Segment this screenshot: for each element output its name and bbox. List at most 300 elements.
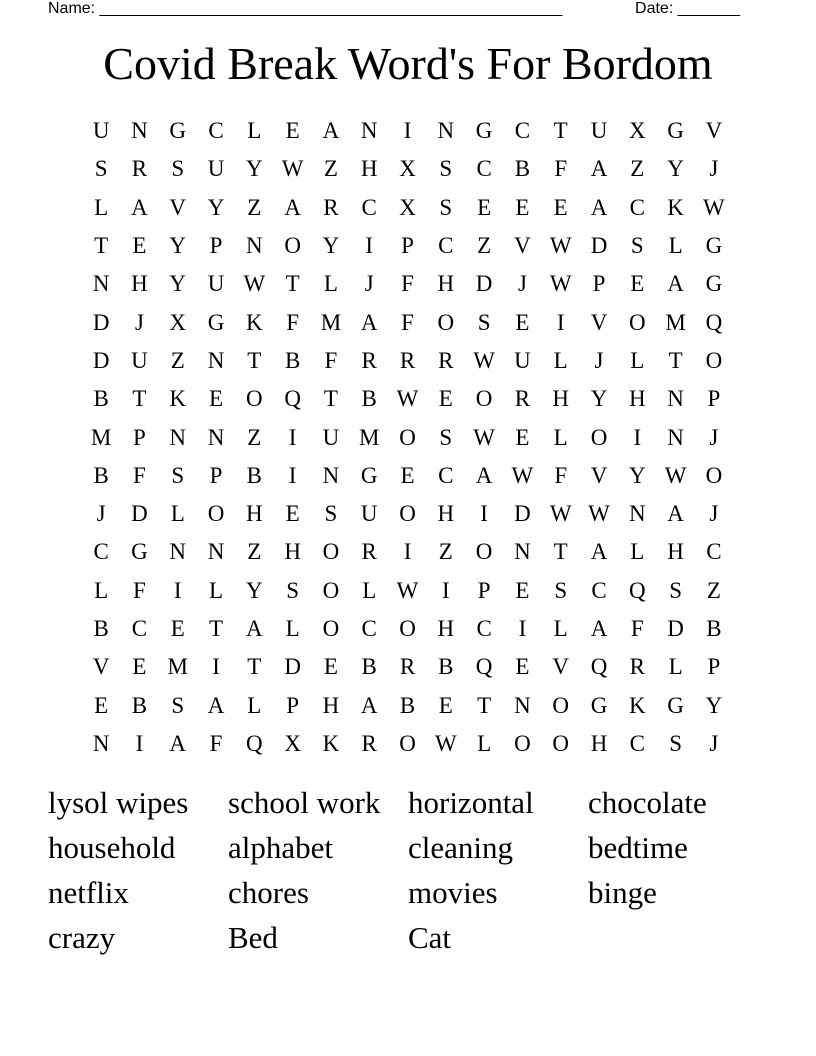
grid-letter: T [323,386,338,412]
grid-letter: O [399,730,416,756]
grid-letter: W [243,271,266,297]
grid-letter: I [480,501,488,527]
grid-letter: N [360,118,378,144]
grid-letter: W [549,501,572,527]
grid-letter: M [90,424,112,450]
grid-letter: W [281,156,304,182]
grid-letter: A [360,309,378,335]
letter-grid [82,112,733,763]
grid-letter: Y [667,156,684,182]
grid-letter: L [630,539,645,565]
grid-letter: B [399,692,416,718]
grid-letter: L [94,194,109,220]
grid-letter: T [247,347,262,373]
grid-letter: B [93,616,109,641]
grid-letter: U [207,156,225,182]
grid-letter: I [633,424,642,450]
word-bank-item: movies [408,875,498,910]
grid-letter: O [475,386,493,412]
grid-letter: H [360,156,378,182]
grid-letter: C [514,118,531,144]
grid-letter: A [131,194,148,220]
grid-letter: I [288,462,297,488]
grid-letter: R [361,730,377,756]
grid-letter: O [552,730,570,756]
grid-letter: O [207,501,225,527]
grid-letter: M [359,424,380,450]
grid-letter: E [515,309,530,335]
grid-letter: L [247,692,262,718]
grid-letter: T [668,347,683,373]
grid-letter: S [439,194,453,220]
grid-letter: J [134,309,144,335]
grid-letter: A [590,539,608,565]
grid-letter: V [552,654,570,680]
grid-letter: Y [169,271,187,297]
grid-letter: U [360,501,378,527]
grid-letter: Q [475,654,493,680]
grid-letter: H [667,539,684,565]
grid-letter: W [434,730,457,756]
grid-letter: S [439,424,453,450]
grid-letter: F [209,730,223,756]
grid-letter: S [439,156,453,182]
grid-letter: E [515,654,530,680]
grid-letter: Q [284,386,301,412]
grid-letter: S [554,577,568,603]
grid-letter: B [93,462,109,488]
grid-letter: A [169,730,187,756]
grid-letter: N [514,692,531,718]
grid-letter: W [664,462,687,488]
grid-letter: H [590,730,608,756]
grid-letter: H [437,616,455,641]
grid-letter: Z [247,424,262,450]
grid-letter: J [709,156,719,182]
grid-letter: N [169,424,187,450]
grid-letter: E [285,501,300,527]
grid-letter: T [247,654,262,680]
grid-letter: R [361,539,377,565]
grid-letter: G [169,118,187,144]
grid-letter: E [132,233,147,259]
grid-letter: C [476,156,492,182]
grid-letter: X [284,730,301,756]
grid-letter: T [285,271,300,297]
grid-letter: D [131,501,148,527]
grid-letter: L [477,730,492,756]
grid-letter: S [286,577,300,603]
word-bank-item: binge [588,875,657,910]
grid-letter: U [207,271,225,297]
grid-letter: V [92,654,110,680]
grid-letter: Y [628,462,646,488]
grid-letter: F [554,462,568,488]
grid-letter: Y [207,194,225,220]
grid-letter: J [364,271,374,297]
grid-letter: N [131,118,148,144]
grid-letter: J [709,730,719,756]
grid-letter: I [556,309,565,335]
grid-letter: B [93,386,109,412]
grid-letter: G [667,118,684,144]
grid-letter: C [591,577,607,603]
word-bank-item: horizontal [408,785,534,820]
grid-letter: E [515,194,530,220]
grid-letter: N [667,424,684,450]
grid-letter: N [169,539,187,565]
grid-letter: S [94,156,108,182]
word-bank-item: alphabet [228,830,334,865]
grid-letter: I [288,424,297,450]
header-row [48,0,740,20]
grid-letter: K [322,730,340,756]
grid-letter: A [475,462,493,488]
grid-letter: I [441,577,450,603]
grid-letter: O [705,347,723,373]
grid-letter: E [209,386,224,412]
grid-letter: U [514,347,531,373]
grid-letter: P [707,386,721,412]
grid-letter: J [517,271,527,297]
grid-letter: E [323,654,338,680]
grid-letter: H [322,692,340,718]
grid-letter: L [668,233,683,259]
grid-letter: E [94,692,109,718]
grid-letter: B [361,654,377,680]
grid-letter: X [399,156,416,182]
grid-letter: A [590,616,608,641]
grid-letter: S [630,233,644,259]
grid-letter: V [705,118,723,144]
grid-letter: R [629,654,645,680]
grid-letter: R [131,156,148,182]
grid-letter: D [590,233,608,259]
grid-letter: C [706,539,722,565]
grid-letter: Y [322,233,340,259]
grid-letter: H [131,271,148,297]
grid-letter: L [668,654,683,680]
grid-letter: P [209,462,223,488]
grid-letter: F [133,577,146,603]
grid-letter: N [628,501,646,527]
grid-letter: R [361,347,377,373]
grid-letter: I [173,577,182,603]
grid-letter: G [705,271,723,297]
grid-letter: O [322,616,340,641]
grid-letter: Z [170,347,185,373]
grid-letter: A [360,692,378,718]
grid-letter: O [322,539,340,565]
grid-letter: J [594,347,604,373]
grid-letter: E [132,654,147,680]
grid-letter: R [399,347,416,373]
grid-letter: K [246,309,263,335]
grid-letter: L [553,424,568,450]
grid-letter: P [133,424,146,450]
grid-letter: O [399,616,416,641]
grid-letter: A [590,156,608,182]
grid-letter: Y [246,577,263,603]
grid-letter: D [667,616,684,641]
grid-letter: H [246,501,263,527]
grid-letter: W [703,194,725,220]
grid-letter: N [667,386,684,412]
grid-letter: E [515,577,530,603]
grid-letter: A [322,118,340,144]
grid-letter: W [549,233,572,259]
grid-letter: J [96,501,106,527]
grid-letter: Y [169,233,187,259]
grid-letter: N [322,462,340,488]
grid-letter: V [169,194,187,220]
grid-letter: T [553,118,568,144]
grid-letter: Q [246,730,263,756]
grid-letter: L [323,271,338,297]
grid-letter: Q [590,654,608,680]
grid-letter: E [477,194,492,220]
grid-letter: L [630,347,645,373]
grid-letter: A [284,194,301,220]
word-bank-item: lysol wipes [48,785,189,820]
grid-letter: C [476,616,492,641]
grid-letter: E [170,616,185,641]
grid-letter: B [284,347,301,373]
grid-letter: O [399,501,416,527]
grid-letter: K [667,194,684,220]
grid-letter: U [590,118,608,144]
grid-letter: Z [323,156,338,182]
grid-letter: O [514,730,531,756]
grid-letter: E [438,692,453,718]
grid-letter: R [323,194,339,220]
grid-letter: U [322,424,340,450]
grid-letter: H [437,271,455,297]
word-bank-item: Bed [228,920,278,955]
grid-letter: C [208,118,224,144]
grid-letter: Z [247,539,262,565]
grid-letter: A [590,194,608,220]
grid-letter: F [401,271,414,297]
grid-letter: Y [246,156,263,182]
grid-letter: B [514,156,531,182]
grid-letter: N [207,539,225,565]
grid-letter: I [212,654,220,680]
word-bank-item: chocolate [588,785,707,820]
grid-letter: G [131,539,148,565]
grid-letter: N [246,233,263,259]
grid-letter: C [361,194,377,220]
grid-letter: C [361,616,377,641]
grid-letter: B [131,692,148,718]
grid-letter: B [246,462,262,488]
grid-letter: O [552,692,570,718]
grid-letter: Z [706,577,721,603]
grid-letter: S [171,692,185,718]
word-bank-item: school work [228,785,381,820]
grid-letter: N [514,539,531,565]
grid-letter: B [438,654,454,680]
grid-letter: A [667,501,684,527]
grid-letter: E [285,118,300,144]
grid-letter: X [628,118,646,144]
grid-letter: C [93,539,109,565]
grid-letter: P [209,233,223,259]
grid-letter: W [511,462,534,488]
grid-letter: C [629,730,645,756]
grid-letter: T [94,233,109,259]
grid-letter: S [669,730,682,756]
grid-letter: I [518,616,527,641]
grid-letter: S [669,577,682,603]
grid-letter: I [135,730,144,756]
grid-letter: S [477,309,491,335]
grid-letter: F [324,347,338,373]
grid-letter: G [590,692,608,718]
grid-letter: W [473,424,495,450]
grid-letter: J [709,424,719,450]
grid-letter: H [552,386,570,412]
grid-letter: O [437,309,455,335]
grid-letter: D [92,309,110,335]
name-field: Name: ____________________________________________________ [48,0,563,17]
grid-letter: E [630,271,645,297]
grid-letter: O [705,462,723,488]
grid-letter: Z [477,233,492,259]
grid-letter: A [207,692,225,718]
grid-letter: I [403,118,412,144]
grid-letter: R [399,654,416,680]
grid-letter: L [247,118,262,144]
grid-letter: U [92,118,110,144]
word-bank-item: crazy [48,920,116,955]
grid-letter: R [438,347,454,373]
grid-letter: D [92,347,110,373]
grid-letter: D [284,654,301,680]
grid-letter: T [132,386,147,412]
grid-letter: Z [630,156,645,182]
grid-letter: K [169,386,187,412]
grid-letter: I [365,233,374,259]
grid-letter: N [207,347,225,373]
grid-letter: N [92,730,110,756]
grid-letter: E [400,462,415,488]
grid-letter: G [475,118,493,144]
grid-letter: F [630,616,644,641]
word-bank-item: household [48,830,176,865]
grid-letter: R [514,386,531,412]
grid-letter: G [360,462,378,488]
grid-letter: A [246,616,263,641]
grid-letter: O [475,539,493,565]
grid-letter: L [170,501,185,527]
grid-letter: N [92,271,110,297]
grid-letter: L [209,577,224,603]
grid-letter: C [131,616,148,641]
grid-letter: C [438,462,454,488]
grid-letter: W [588,501,610,527]
grid-letter: E [438,386,453,412]
grid-letter: Q [628,577,646,603]
word-bank-item: chores [228,875,309,910]
grid-letter: X [169,309,187,335]
grid-letter: B [706,616,722,641]
grid-letter: W [396,577,419,603]
grid-letter: V [590,309,608,335]
grid-letter: F [401,309,414,335]
grid-letter: Q [705,309,723,335]
grid-letter: L [362,577,377,603]
grid-letter: S [324,501,338,527]
grid-letter: Z [247,194,262,220]
grid-letter: N [207,424,225,450]
page-title: Covid Break Word's For Bordom [103,38,713,89]
word-bank [48,780,768,960]
grid-letter: F [133,462,146,488]
grid-letter: O [590,424,608,450]
grid-letter: K [628,692,646,718]
grid-letter: C [438,233,454,259]
grid-letter: L [94,577,109,603]
grid-letter: O [399,424,416,450]
grid-letter: W [473,347,495,373]
grid-letter: G [705,233,723,259]
grid-letter: M [320,309,342,335]
grid-letter: H [284,539,301,565]
grid-letter: P [592,271,606,297]
grid-letter: O [246,386,263,412]
word-bank-item: Cat [408,920,452,955]
grid-letter: E [515,424,530,450]
grid-letter: P [477,577,491,603]
grid-letter: M [665,309,686,335]
grid-letter: F [286,309,300,335]
grid-letter: E [553,194,568,220]
grid-letter: I [403,539,412,565]
grid-letter: G [667,692,684,718]
grid-letter: H [628,386,646,412]
grid-letter: S [171,462,185,488]
grid-letter: Y [590,386,608,412]
grid-letter: P [286,692,300,718]
word-bank-item: netflix [48,875,129,910]
grid-letter: L [285,616,300,641]
grid-letter: W [396,386,419,412]
grid-letter: A [667,271,684,297]
grid-letter: Y [705,692,723,718]
grid-letter: T [553,539,568,565]
grid-letter: P [401,233,414,259]
grid-letter: O [284,233,301,259]
grid-letter: O [322,577,340,603]
word-bank-item: bedtime [588,830,688,865]
grid-letter: J [709,501,719,527]
grid-letter: T [209,616,224,641]
grid-letter: O [628,309,646,335]
grid-letter: P [707,654,721,680]
grid-letter: V [590,462,608,488]
grid-letter: N [437,118,455,144]
grid-letter: S [171,156,185,182]
grid-letter: X [399,194,416,220]
grid-letter: W [549,271,572,297]
grid-letter: T [477,692,492,718]
grid-letter: Z [438,539,453,565]
grid-letter: F [554,156,568,182]
grid-letter: C [629,194,645,220]
word-bank-item: cleaning [408,830,514,865]
date-field: Date: _______ [635,0,740,17]
